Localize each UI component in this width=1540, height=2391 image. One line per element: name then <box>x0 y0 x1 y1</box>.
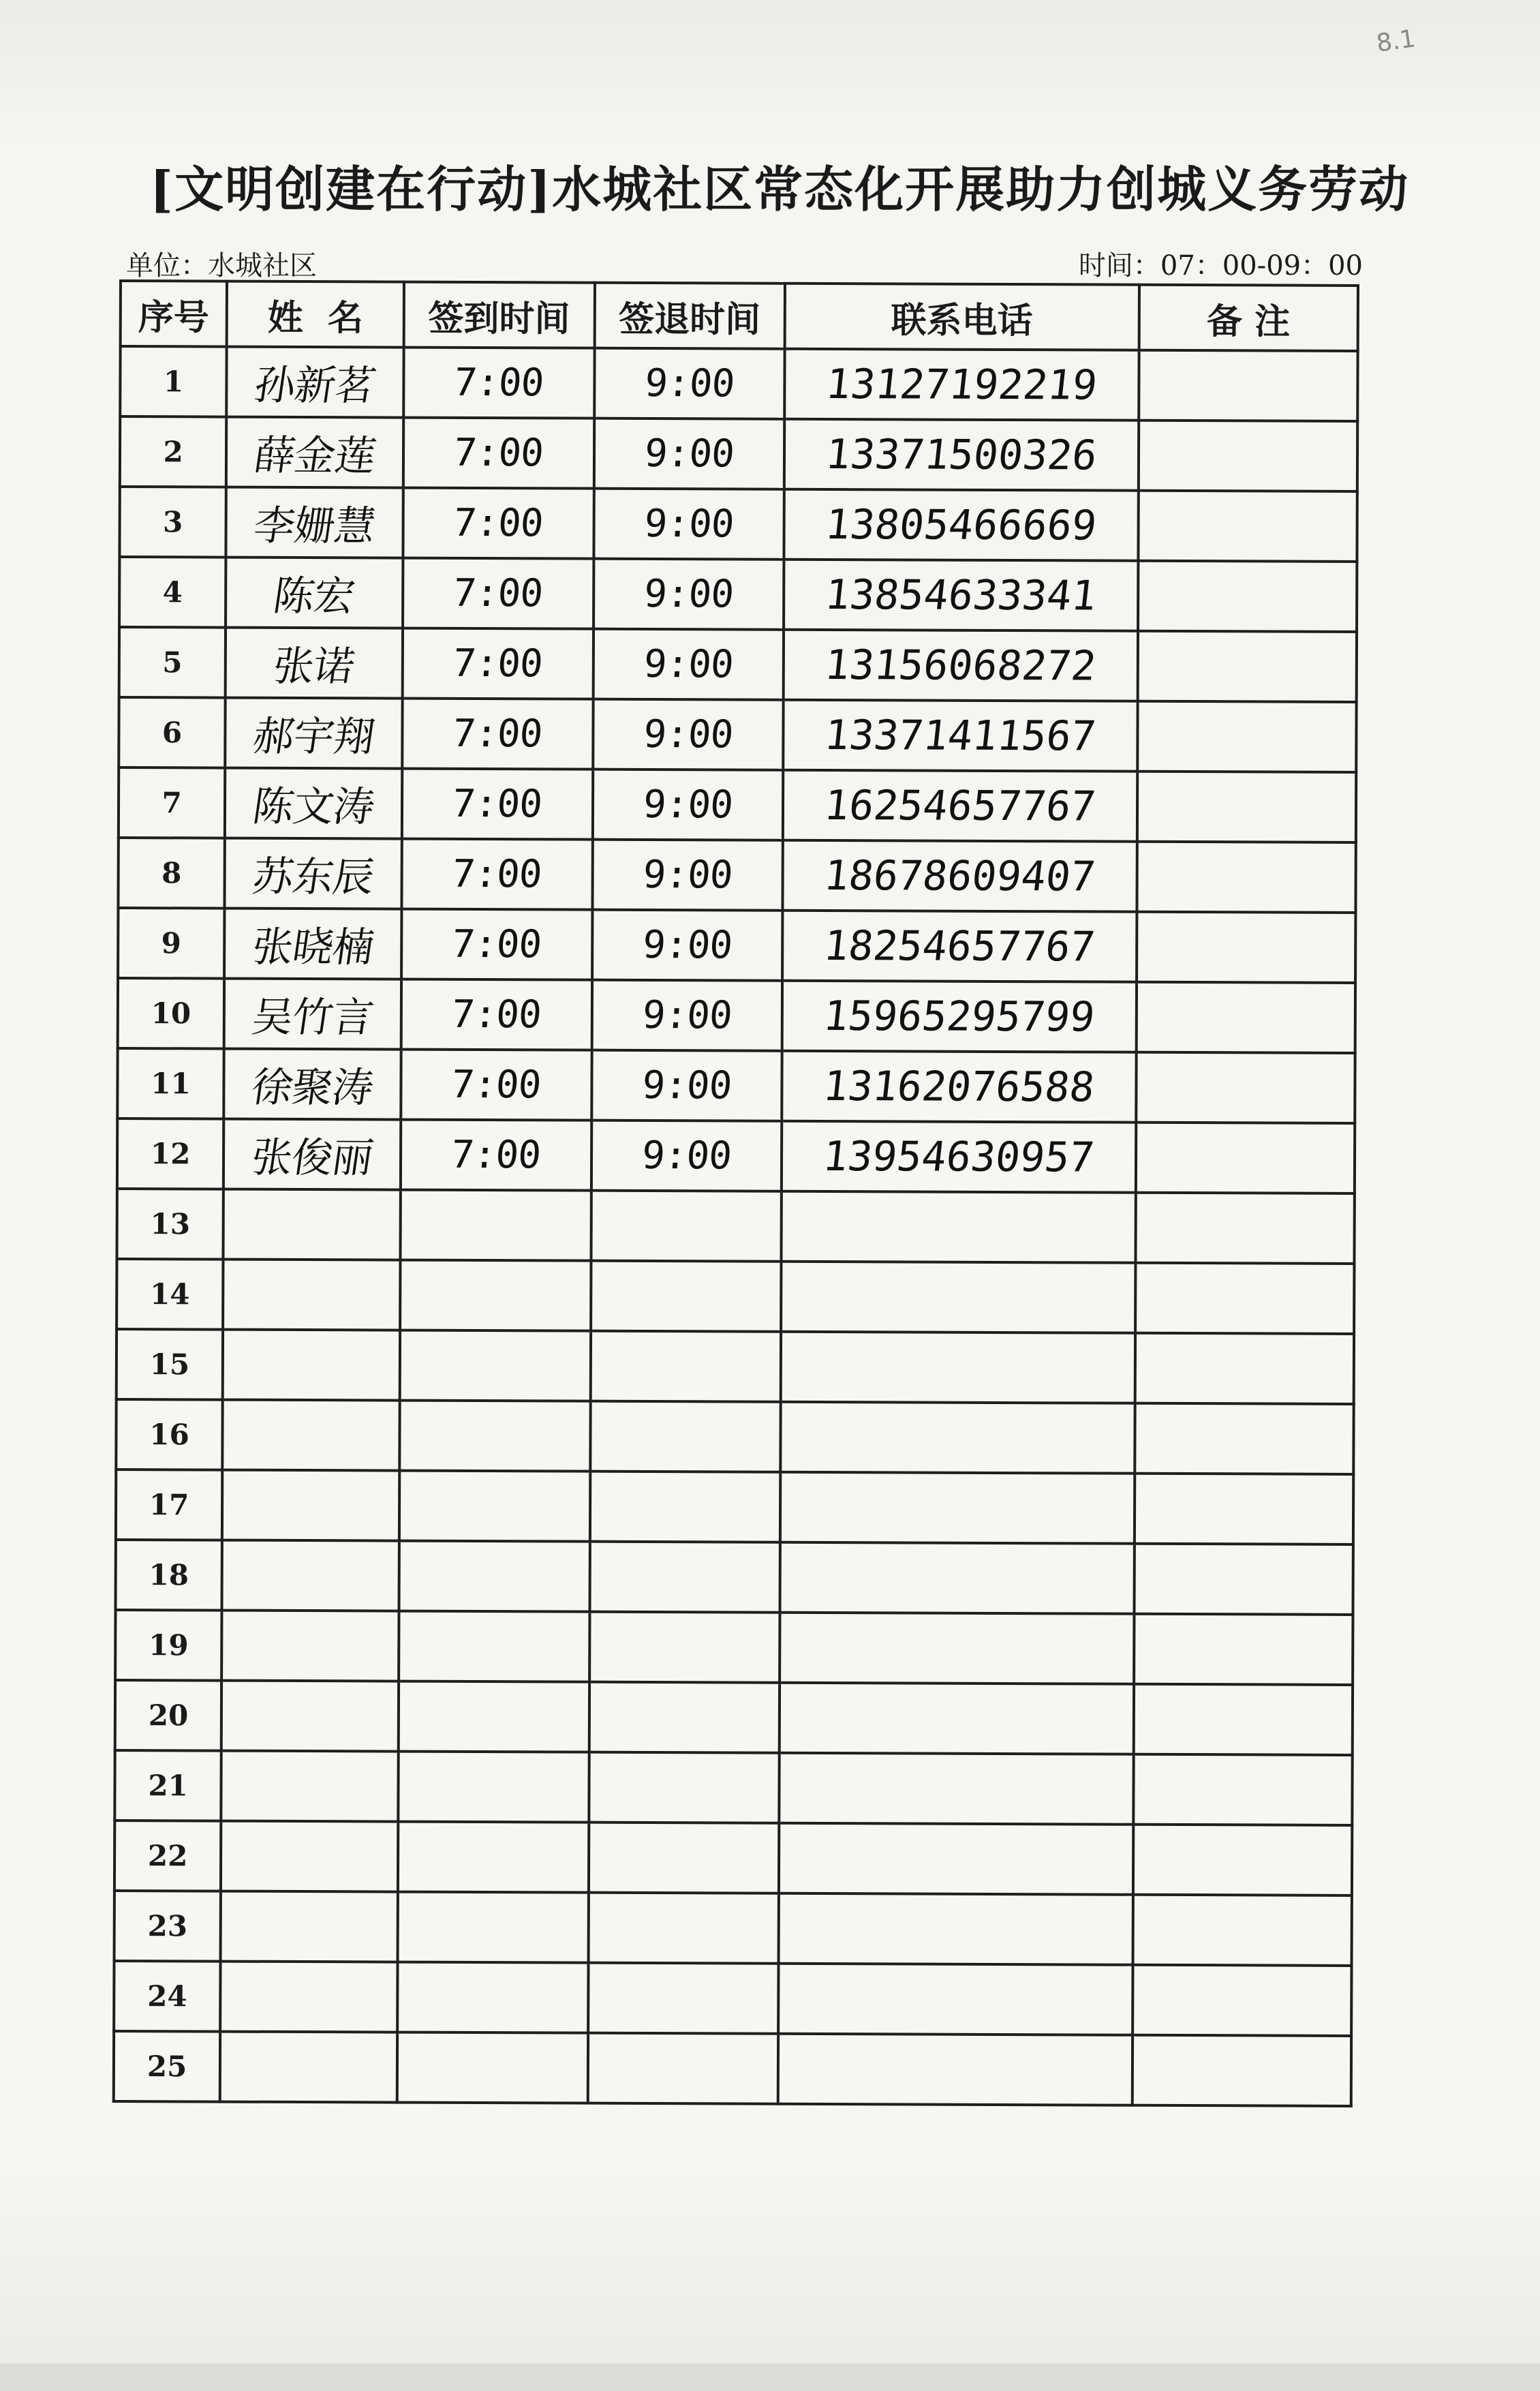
cell-sign-in <box>397 1892 588 1963</box>
cell-phone <box>783 700 1137 772</box>
attendance-table <box>112 279 1359 2107</box>
cell-name <box>224 1189 401 1260</box>
cell-phone <box>778 1964 1133 2035</box>
cell-sign-in <box>400 1330 591 1401</box>
table-row <box>119 697 1356 772</box>
table-row <box>117 1329 1354 1404</box>
cell-name-handwriting: 苏东辰 <box>249 853 377 901</box>
header-note: 备 注 <box>1139 285 1358 351</box>
cell-sign-in <box>399 1401 590 1472</box>
cell-sign-out-handwriting: 9:00 <box>642 571 735 617</box>
cell-note <box>1138 561 1357 632</box>
cell-name <box>226 417 403 488</box>
cell-sign-in <box>397 2032 588 2103</box>
cell-phone <box>779 1823 1133 1895</box>
cell-phone-handwriting: 16254657767 <box>822 781 1098 830</box>
cell-phone <box>782 911 1137 982</box>
cell-sign-out <box>590 1401 781 1472</box>
cell-sign-in <box>397 1962 588 2033</box>
cell-sign-out <box>592 840 783 911</box>
cell-sign-in <box>399 1541 589 1612</box>
table-row <box>119 767 1356 842</box>
table-row <box>116 1399 1353 1474</box>
cell-phone-handwriting: 13854633341 <box>822 570 1099 620</box>
cell-sign-in-handwriting: 7:00 <box>450 781 544 827</box>
cell-sign-in <box>398 1752 589 1823</box>
cell-phone <box>783 770 1137 842</box>
cell-sign-out <box>589 1542 780 1613</box>
cell-sign-in <box>401 1050 591 1121</box>
table-row <box>119 557 1357 632</box>
cell-sign-in-handwriting: 7:00 <box>450 922 543 967</box>
table-row <box>115 1610 1353 1685</box>
cell-name <box>226 347 403 418</box>
cell-note <box>1137 631 1357 702</box>
cell-name <box>221 1751 398 1822</box>
cell-name <box>226 628 403 699</box>
cell-note <box>1137 912 1356 983</box>
cell-note <box>1133 1895 1352 1966</box>
cell-phone <box>784 349 1139 421</box>
cell-sign-in-handwriting: 7:00 <box>451 641 544 686</box>
cell-sign-in <box>400 1190 591 1261</box>
row-index: 18 <box>116 1540 223 1611</box>
cell-sign-out <box>589 1752 780 1823</box>
cell-name <box>222 1470 399 1541</box>
row-index: 16 <box>116 1399 223 1470</box>
cell-sign-out <box>594 348 785 419</box>
table-row <box>118 838 1355 913</box>
cell-phone <box>780 1683 1134 1754</box>
cell-name-handwriting: 陈宏 <box>270 572 358 620</box>
cell-sign-in <box>403 558 594 629</box>
cell-sign-in <box>399 1471 590 1542</box>
cell-name-handwriting: 张诺 <box>270 642 358 690</box>
cell-sign-out <box>594 559 784 630</box>
cell-sign-out-handwriting: 9:00 <box>640 1133 733 1178</box>
cell-sign-in <box>403 418 594 489</box>
row-index: 15 <box>117 1329 224 1400</box>
header-index: 序号 <box>121 281 228 347</box>
cell-sign-out <box>594 418 784 489</box>
cell-sign-out-handwriting: 9:00 <box>643 501 735 547</box>
cell-sign-out-handwriting: 9:00 <box>641 782 735 827</box>
cell-phone <box>781 1332 1135 1403</box>
cell-sign-in <box>402 769 593 840</box>
cell-phone <box>779 1753 1133 1825</box>
cell-phone-handwriting: 13371411567 <box>822 711 1098 760</box>
cell-sign-in <box>402 699 593 770</box>
header-sign-in: 签到时间 <box>403 282 594 348</box>
cell-phone-handwriting: 13805466669 <box>822 500 1099 549</box>
cell-phone-handwriting: 13156068272 <box>822 641 1099 690</box>
cell-sign-out-handwriting: 9:00 <box>641 992 734 1038</box>
cell-sign-out-handwriting: 9:00 <box>641 712 735 757</box>
cell-sign-out <box>594 489 784 560</box>
table-row <box>119 627 1357 702</box>
cell-sign-in <box>403 488 594 559</box>
cell-phone <box>782 1191 1136 1263</box>
cell-phone <box>779 1893 1133 1965</box>
cell-name-handwriting: 张晓楠 <box>249 923 377 971</box>
cell-sign-in <box>403 628 594 699</box>
cell-phone <box>782 981 1137 1052</box>
signin-sheet <box>112 279 1359 2084</box>
cell-phone-handwriting: 18678609407 <box>822 851 1098 900</box>
cell-phone <box>780 1472 1135 1544</box>
cell-note <box>1135 1193 1355 1264</box>
row-index: 8 <box>118 838 225 909</box>
cell-phone <box>780 1613 1134 1684</box>
cell-sign-out <box>591 980 782 1051</box>
row-index: 24 <box>114 1961 221 2032</box>
cell-note <box>1133 1684 1353 1755</box>
cell-phone <box>780 1402 1135 1474</box>
cell-phone <box>783 840 1137 912</box>
row-index: 23 <box>114 1891 221 1962</box>
table-row <box>117 1189 1354 1264</box>
cell-note <box>1135 1333 1354 1404</box>
cell-sign-out <box>589 1682 780 1753</box>
cell-name <box>220 1962 397 2032</box>
cell-sign-out-handwriting: 9:00 <box>641 922 734 968</box>
cell-note <box>1134 1614 1353 1685</box>
table-row <box>117 1259 1354 1334</box>
time-label: 时间：07：00-09：00 <box>1078 250 1363 281</box>
cell-phone <box>784 630 1138 701</box>
cell-name <box>221 1891 398 1962</box>
header-phone: 联系电话 <box>785 284 1139 350</box>
cell-note <box>1132 2035 1351 2106</box>
cell-sign-out <box>592 910 783 981</box>
cell-sign-out <box>589 1612 780 1683</box>
cell-name <box>220 2032 397 2103</box>
cell-name-handwriting: 薛金莲 <box>250 431 378 480</box>
table-row <box>114 1961 1351 2036</box>
table-row <box>114 1891 1352 1966</box>
cell-name <box>225 768 402 839</box>
cell-name <box>221 1611 399 1681</box>
cell-name <box>224 1049 401 1120</box>
meta-row <box>126 244 1363 281</box>
cell-sign-in <box>399 1611 589 1682</box>
cell-sign-in <box>403 348 594 418</box>
row-index: 5 <box>119 627 226 698</box>
row-index: 21 <box>114 1750 221 1821</box>
row-index: 1 <box>120 346 227 417</box>
cell-note <box>1137 842 1356 913</box>
cell-name <box>223 1330 400 1401</box>
table-row <box>114 1821 1352 1895</box>
unit-label: 单位：水城社区 <box>126 250 317 281</box>
cell-note <box>1137 701 1357 772</box>
scan-edge <box>0 2364 1540 2391</box>
cell-sign-in-handwriting: 7:00 <box>452 430 545 476</box>
cell-name <box>223 1260 400 1330</box>
cell-sign-in-handwriting: 7:00 <box>450 992 543 1037</box>
row-index: 4 <box>119 557 226 628</box>
row-index: 12 <box>117 1118 224 1189</box>
cell-phone <box>784 560 1138 631</box>
row-index: 20 <box>115 1680 222 1751</box>
cell-name <box>224 1119 401 1190</box>
cell-note <box>1136 982 1355 1053</box>
cell-note <box>1138 421 1357 491</box>
cell-sign-in-handwriting: 7:00 <box>452 570 544 616</box>
row-index: 2 <box>120 416 227 487</box>
header-name: 姓 名 <box>227 281 404 348</box>
cell-note <box>1138 491 1357 562</box>
cell-name-handwriting: 郝宇翔 <box>249 712 378 761</box>
cell-sign-out-handwriting: 9:00 <box>640 1063 733 1108</box>
cell-sign-out <box>587 2033 778 2104</box>
cell-name <box>221 1681 399 1752</box>
cell-phone <box>780 1542 1135 1614</box>
cell-sign-in-handwriting: 7:00 <box>452 360 545 406</box>
table-body <box>114 346 1358 2106</box>
cell-sign-in <box>401 909 592 980</box>
cell-phone-handwriting: 13954630957 <box>820 1132 1097 1181</box>
cell-phone-handwriting: 15965295799 <box>821 992 1098 1041</box>
cell-sign-out <box>589 1472 780 1542</box>
cell-phone-handwriting: 13127192219 <box>823 360 1100 409</box>
cell-name-handwriting: 李姗慧 <box>250 502 378 550</box>
cell-sign-in <box>401 1120 591 1191</box>
row-index: 3 <box>119 487 226 558</box>
cell-sign-out <box>592 770 783 840</box>
cell-sign-in-handwriting: 7:00 <box>450 1062 542 1108</box>
row-index: 6 <box>119 697 226 768</box>
row-index: 11 <box>117 1048 224 1119</box>
table-row <box>114 1750 1352 1825</box>
cell-sign-in <box>401 979 592 1050</box>
cell-phone-handwriting: 13371500326 <box>823 430 1100 479</box>
cell-sign-in-handwriting: 7:00 <box>451 711 544 757</box>
cell-sign-out-handwriting: 9:00 <box>642 641 735 687</box>
cell-phone <box>784 489 1139 561</box>
row-index: 19 <box>115 1610 222 1681</box>
cell-name-handwriting: 徐聚涛 <box>248 1063 376 1112</box>
table-row <box>114 2031 1351 2106</box>
table-row <box>117 1118 1355 1193</box>
row-index: 10 <box>118 978 225 1049</box>
cell-note <box>1133 1754 1353 1825</box>
row-index: 13 <box>117 1189 224 1260</box>
cell-phone-handwriting: 18254657767 <box>821 922 1098 971</box>
row-index: 17 <box>116 1469 223 1540</box>
cell-sign-out <box>588 1893 779 1964</box>
row-index: 9 <box>118 908 225 979</box>
cell-sign-out <box>591 1191 782 1262</box>
document-title: [文明创建在行动]水城社区常态化开展助力创城义务劳动 <box>150 160 1410 218</box>
cell-sign-in-handwriting: 7:00 <box>450 851 544 897</box>
cell-name <box>222 1400 399 1471</box>
cell-sign-out <box>588 1963 779 2034</box>
cell-sign-in <box>401 839 592 910</box>
cell-note <box>1133 1825 1352 1895</box>
cell-sign-out <box>591 1261 782 1332</box>
table-row <box>117 1048 1355 1123</box>
table-row <box>118 978 1355 1053</box>
table-row <box>116 1540 1353 1615</box>
cell-note <box>1136 1052 1355 1123</box>
cell-phone <box>782 1051 1136 1123</box>
cell-name-handwriting: 孙新茗 <box>251 361 379 410</box>
cell-note <box>1134 1474 1353 1544</box>
cell-phone-handwriting: 13162076588 <box>820 1062 1097 1111</box>
cell-note <box>1139 350 1358 421</box>
cell-note <box>1137 772 1356 842</box>
cell-phone <box>782 1121 1136 1193</box>
cell-sign-in <box>398 1822 589 1893</box>
cell-sign-out-handwriting: 9:00 <box>643 431 736 476</box>
table-row <box>120 346 1357 421</box>
cell-sign-out <box>593 699 784 770</box>
cell-sign-in <box>399 1681 589 1752</box>
cell-phone <box>784 419 1139 491</box>
cell-name-handwriting: 张俊丽 <box>247 1133 375 1182</box>
cell-sign-out-handwriting: 9:00 <box>643 361 736 406</box>
row-index: 25 <box>114 2031 221 2102</box>
cell-name <box>225 698 402 769</box>
cell-name <box>221 1821 398 1892</box>
cell-note <box>1133 1965 1352 2036</box>
cell-note <box>1134 1544 1353 1615</box>
cell-note <box>1135 1403 1354 1474</box>
table-row <box>119 487 1357 562</box>
cell-sign-out <box>593 629 784 700</box>
cell-sign-in-handwriting: 7:00 <box>449 1132 542 1178</box>
table-row <box>116 1469 1353 1544</box>
cell-phone <box>778 2034 1133 2105</box>
row-index: 14 <box>117 1259 224 1330</box>
table-row <box>115 1680 1353 1755</box>
cell-sign-out <box>591 1121 782 1191</box>
table-header-row <box>121 281 1358 351</box>
cell-sign-out <box>590 1331 781 1402</box>
cell-name-handwriting: 吴竹言 <box>248 993 376 1041</box>
cell-sign-out <box>591 1050 782 1121</box>
cell-note <box>1135 1123 1355 1193</box>
cell-name <box>225 838 402 909</box>
cell-name <box>224 979 401 1050</box>
cell-name <box>224 909 401 979</box>
cell-note <box>1135 1263 1355 1334</box>
cell-sign-out <box>588 1823 779 1893</box>
corner-note: 8.1 <box>1374 25 1417 58</box>
cell-name <box>222 1540 399 1611</box>
cell-sign-in-handwriting: 7:00 <box>452 500 545 546</box>
row-index: 22 <box>114 1821 221 1891</box>
cell-sign-in <box>400 1260 591 1331</box>
table-row <box>120 416 1357 491</box>
cell-phone <box>781 1262 1135 1333</box>
cell-name <box>226 487 403 558</box>
cell-name-handwriting: 陈文涛 <box>249 782 377 831</box>
cell-sign-out-handwriting: 9:00 <box>641 852 734 898</box>
table-row <box>118 908 1355 983</box>
row-index: 7 <box>119 767 226 838</box>
cell-name <box>226 558 403 628</box>
header-sign-out: 签退时间 <box>594 283 785 349</box>
